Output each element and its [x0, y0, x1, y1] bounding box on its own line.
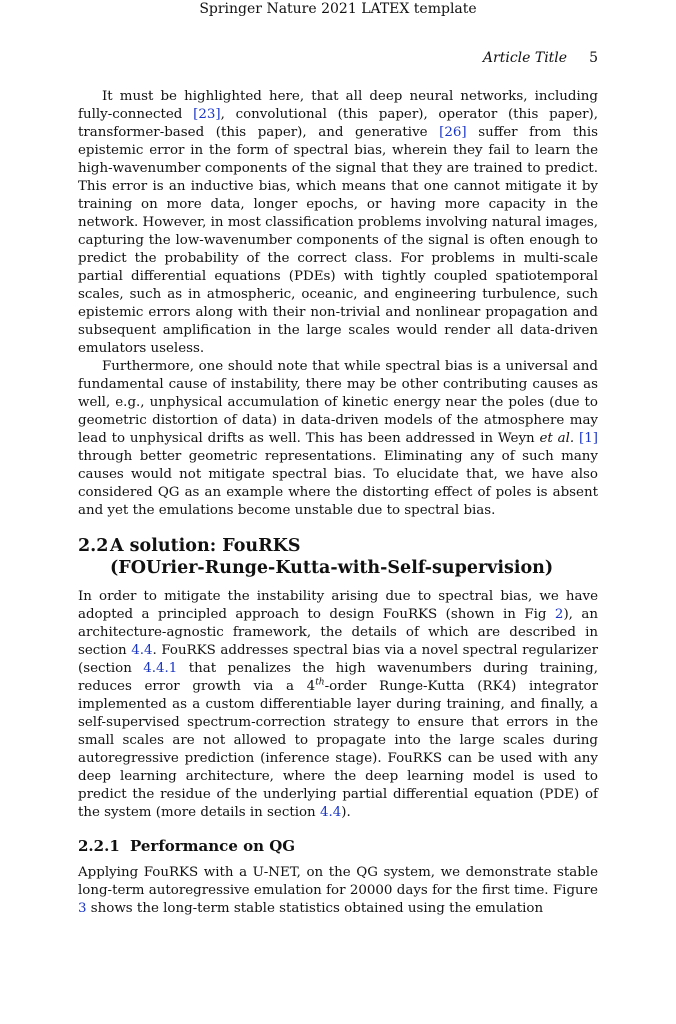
subsection-heading	[78, 836, 598, 856]
figure-ref-2[interactable]: 2	[554, 607, 564, 622]
section-title-line1: A solution: FouRKS	[110, 536, 301, 556]
page-number: 5	[589, 50, 598, 66]
section-number: 2.2	[78, 536, 109, 556]
paragraph-fourks: In order to mitigate the instability arising due to spectral bias, we have adopted a principled approach to design FouRKS (shown in Fig 2), an architecture-agnostic framework, the details of which are described in section 4.4. FouRKS addresses spectral bias via a novel spectral regularizer (section 4.4.1 that penalizes the high wavenumbers during training, reduces error growth via a 4th-order Runge-Kutta (RK4) integrator implemented as a custom differentiable layer during training, and finally, a self-supervised spectrum-correction strategy to ensure that errors in the small scales are not allowed to propagate into the large scales during autoregressive prediction (inference stage). FouRKS can be used with any deep learning architecture, where the deep learning model is used to predict the residue of the underlying partial differential equation (PDE) of the system (more details in section 4.4).	[78, 589, 598, 820]
section-title-line2: (FOUrier-Runge-Kutta-with-Self-supervision)	[110, 558, 554, 578]
body-text	[78, 88, 598, 918]
paragraph-qg-performance: Applying FouRKS with a U-NET, on the QG system, we demonstrate stable long-term autoregressive emulation for 20000 days for the first time. Figure 3 shows the long-term stable statistics obtained using the emulation	[78, 865, 598, 916]
paragraph-other-causes: Furthermore, one should note that while spectral bias is a universal and fundamental cause of instability, there may be other contributing causes as well, e.g., unphysical accumulation of kinetic energy near the poles (due to geometric distortion of data) in data-driven models of the atmosphere may lead to unphysical drifts as well. This has been addressed in Weyn et al. [1] through better geometric representations. Eliminating any of such many causes would not mitigate spectral bias. To elucidate that, we have also considered QG as an example where the distorting effect of poles is absent and yet the emulations become unstable due to spectral bias.	[78, 359, 598, 518]
section-heading	[78, 535, 598, 579]
subsection-number: 2.2.1	[78, 837, 120, 855]
template-header: Springer Nature 2021 LATEX template	[199, 1, 477, 17]
citation-23[interactable]: [23]	[193, 107, 221, 122]
paragraph-spectral-bias: It must be highlighted here, that all deep neural networks, including fully-connected [23], convolutional (this paper), operator (this paper), transformer-based (this paper), and generative [26] suffer from this epistemic error in the form of spectral bias, wherein they fail to learn the high-wavenumber components of the signal that they are trained to predict. This error is an inductive bias, which means that one cannot mitigate it by training on more data, longer epochs, or having more capacity in the network. However, in most classification problems involving natural images, capturing the low-wavenumber components of the signal is often enough to predict the probability of the correct class. For problems in multi-scale partial differential equations (PDEs) with tightly coupled spatiotemporal scales, such as in atmospheric, oceanic, and engineering turbulence, such epistemic errors along with their non-trivial and nonlinear propagation and subsequent amplification in the large scales would render all data-driven emulators useless.	[78, 89, 598, 356]
section-ref-4-4-1[interactable]: 4.4.1	[143, 661, 178, 676]
running-title: Article Title	[482, 50, 568, 66]
subsection-title: Performance on QG	[130, 837, 296, 855]
section-ref-4-4[interactable]: 4.4	[131, 643, 153, 658]
figure-ref-3[interactable]: 3	[78, 901, 87, 916]
citation-1[interactable]: [1]	[579, 431, 598, 446]
section-ref-4-4-b[interactable]: 4.4	[319, 805, 342, 820]
citation-26[interactable]: [26]	[439, 125, 467, 140]
running-head	[78, 49, 598, 67]
